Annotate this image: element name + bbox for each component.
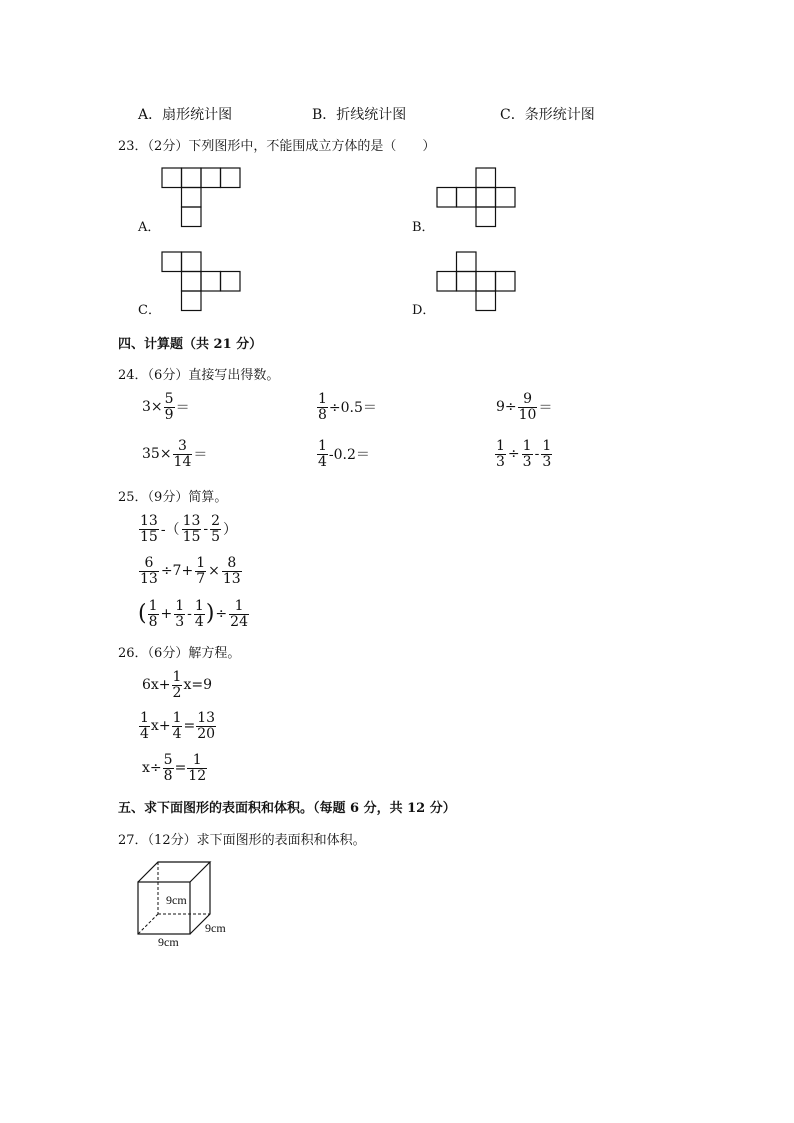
q26-equation-3: x÷ $\frac{5}{8}$ = $\frac{1}{12}$: [142, 752, 207, 784]
q23-title: 23．（2分）下列图形中，不能围成立方体的是（ ）: [118, 139, 436, 154]
q27-width-label: 9cm: [158, 935, 179, 949]
section4-title: 四、计算题（共 21 分）: [118, 337, 263, 352]
q24-expr-2: $\frac{1}{8}$ ÷0.5＝: [318, 391, 377, 423]
q26-title: 26．（6分）解方程。: [118, 646, 241, 661]
section5-title: 五、求下面图形的表面积和体积。（每题 6 分，共 12 分）: [118, 801, 456, 816]
q24-expr-5: $\frac{1}{4}$ -0.2＝: [318, 438, 370, 470]
q27-depth-label: 9cm: [205, 921, 226, 935]
q27-height-label: 9cm: [166, 893, 187, 907]
q24-expr-4: 35× $\frac{3}{14}$ ＝: [142, 438, 208, 470]
q25-expr-3: ( $\frac{1}{8}$ + $\frac{1}{3}$ - $\frac{1}{4}$ ) ÷ $\frac{1}{24}$: [138, 598, 248, 630]
q22-option-a: A．扇形统计图: [138, 107, 233, 123]
q26-equation-2: $\frac{1}{4}$ x+ $\frac{1}{4}$ = $\frac{13}{20}$: [140, 710, 216, 742]
q26-equation-1: 6x+ $\frac{1}{2}$ x=9: [142, 669, 213, 701]
q24-title: 24．（6分）直接写出得数。: [118, 368, 280, 383]
q24-expr-1: 3× $\frac{5}{9}$ ＝: [142, 391, 190, 423]
q22-option-b: B．折线统计图: [312, 107, 407, 123]
q22-option-c: C．条形统计图: [500, 107, 595, 123]
q25-expr-2: $\frac{6}{13}$ ÷7+ $\frac{1}{7}$ × $\frac{8}{13}$: [140, 555, 241, 587]
q24-expr-6: $\frac{1}{3}$ ÷ $\frac{1}{3}$ - $\frac{1}{3}$: [496, 438, 552, 470]
q27-title: 27．（12分）求下面图形的表面积和体积。: [118, 833, 366, 848]
q23-label-b: B．: [412, 220, 435, 235]
q25-title: 25．（9分）简算。: [118, 490, 228, 505]
q23-label-a: A．: [138, 220, 161, 235]
q23-label-d: D．: [412, 303, 436, 318]
q23-label-c: C．: [138, 303, 161, 318]
q24-expr-3: 9÷ $\frac{9}{10}$ ＝: [496, 391, 553, 423]
q25-expr-1: $\frac{13}{15}$ -（ $\frac{13}{15}$ - $\frac{2}{5}$ ）: [140, 513, 238, 545]
